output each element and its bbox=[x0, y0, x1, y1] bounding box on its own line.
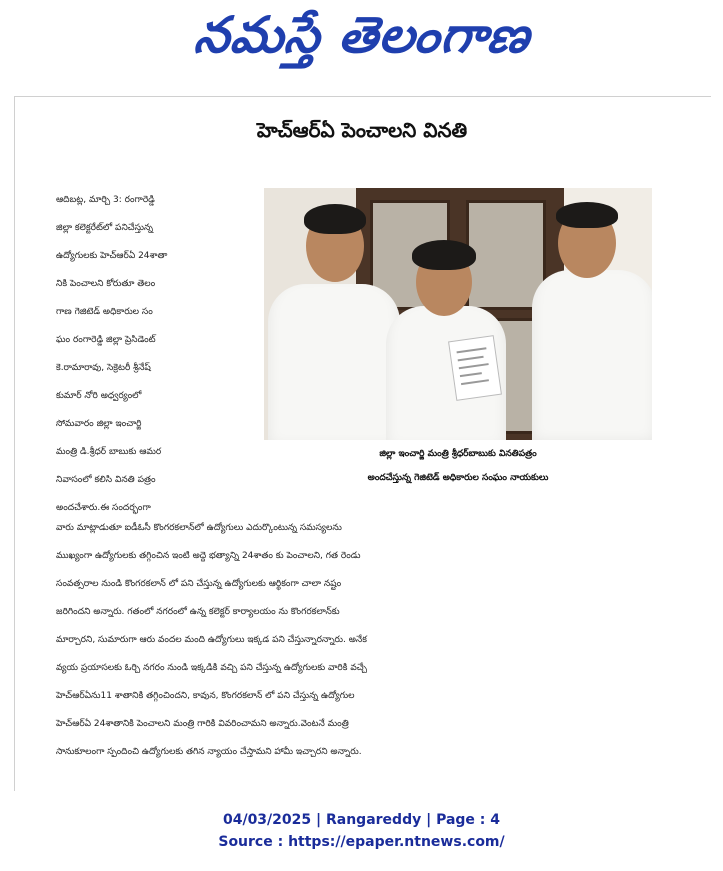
article-line: హెచ్‌ఆర్‌ఏ 24శాతానికి పెంచాలని మంత్రి గారికి వివరించామని అన్నారు.వెంటనే మంత్రి bbox=[56, 719, 349, 729]
article-line: సంవత్సరాల నుండి కొంగరకలాన్ లో పని చేస్తున్న ఉద్యోగులకు ఆర్థికంగా చాలా నష్టం bbox=[56, 579, 342, 589]
article-line: గాణ గెజిటెడ్ అధికారుల సం bbox=[56, 307, 153, 317]
article-line: ఉద్యోగులకు హెచ్‌ఆర్‌ఏ 24శాతా bbox=[56, 251, 168, 261]
article-line: వారు మాట్లాడుతూ ఐడీఓసీ కొంగరకలాన్‌లో ఉద్యోగులు ఎదుర్కొంటున్న సమస్యలను bbox=[56, 523, 342, 533]
article-line: కుమార్ నోరి అధ్వర్యంలో bbox=[56, 391, 142, 401]
photo-person-right bbox=[528, 188, 652, 440]
article-line: జిల్లా కలెక్టరేట్‌లో పనిచేస్తున్న bbox=[56, 223, 154, 233]
article-line: అందచేశారు.ఈ సందర్భంగా bbox=[56, 503, 151, 513]
photo-caption bbox=[264, 442, 652, 490]
article-line: ముఖ్యంగా ఉద్యోగులకు తగ్గించిన ఇంటి అద్దె భత్యాన్ని 24శాతం కు పెంచాలని, గత రెండు bbox=[56, 551, 361, 561]
article-body-full-width bbox=[56, 514, 666, 766]
article-line: సానుకూలంగా స్పందించి ఉద్యోగులకు తగిన న్యాయం చేస్తామని హామీ ఇచ్చారని అన్నారు. bbox=[56, 747, 362, 757]
petition-letter bbox=[448, 335, 502, 401]
article-line: సోమవారం జిల్లా ఇంచార్జి bbox=[56, 419, 142, 429]
article-line: ఆదిబట్ల, మార్చి 3: రంగారెడ్డి bbox=[56, 195, 155, 205]
article-line: ఘం రంగారెడ్డి జిల్లా ప్రెసిడెంట్ bbox=[56, 335, 156, 345]
article-headline: హెచ్‌ఆర్‌ఏ పెంచాలని వినతి bbox=[256, 118, 468, 142]
caption-line: జిల్లా ఇంచార్జి మంత్రి శ్రీధర్‌బాబుకు వినతిపత్రం bbox=[379, 449, 537, 459]
article-line: నివాసంలో కలిసి వినతి పత్రం bbox=[56, 475, 156, 485]
article-photo bbox=[264, 188, 652, 440]
article-line: మంత్రి డి.శ్రీధర్ బాబుకు ఆమర bbox=[56, 447, 162, 457]
article-line: వ్యయ ప్రయాసలకు ఓర్చి నగరం నుండి ఇక్కడికి వచ్చి పని చేస్తున్న ఉద్యోగులకు వారికి వచ్చే bbox=[56, 663, 368, 673]
article-line: నికి పెంచాలని కోరుతూ తెలం bbox=[56, 279, 156, 289]
photo-person-center bbox=[376, 188, 516, 440]
article-left-column bbox=[56, 186, 266, 522]
masthead-logo: నమస్తే తెలంగాణ bbox=[191, 5, 534, 64]
article-line: కె.రామారావు, సెక్రెటరీ శ్రీనేష్ bbox=[56, 363, 151, 373]
masthead bbox=[0, 0, 723, 82]
caption-line: అందచేస్తున్న గెజిటెడ్ అధికారుల సంఘం నాయకులు bbox=[367, 473, 549, 483]
article-line: మార్చారని, సుమారుగా ఆరు వందల మంది ఉద్యోగులు ఇక్కడ పని చేస్తున్నారన్నారు. అనేక bbox=[56, 635, 367, 645]
article-line: హెచ్‌ఆర్‌ఏను11 శాతానికి తగ్గించిందని, కావున, కొంగరకలాన్ లో పని చేస్తున్న ఉద్యోగుల bbox=[56, 691, 355, 701]
footer-edition-info: 04/03/2025 | Rangareddy | Page : 4 bbox=[222, 812, 501, 828]
footer-source-link[interactable]: Source : https://epaper.ntnews.com/ bbox=[218, 834, 505, 850]
article-line: జరిగిందని అన్నారు. గతంలో నగరంలో ఉన్న కలెక్టర్ కార్యాలయం ను కొంగరకలాన్‌కు bbox=[56, 607, 340, 617]
